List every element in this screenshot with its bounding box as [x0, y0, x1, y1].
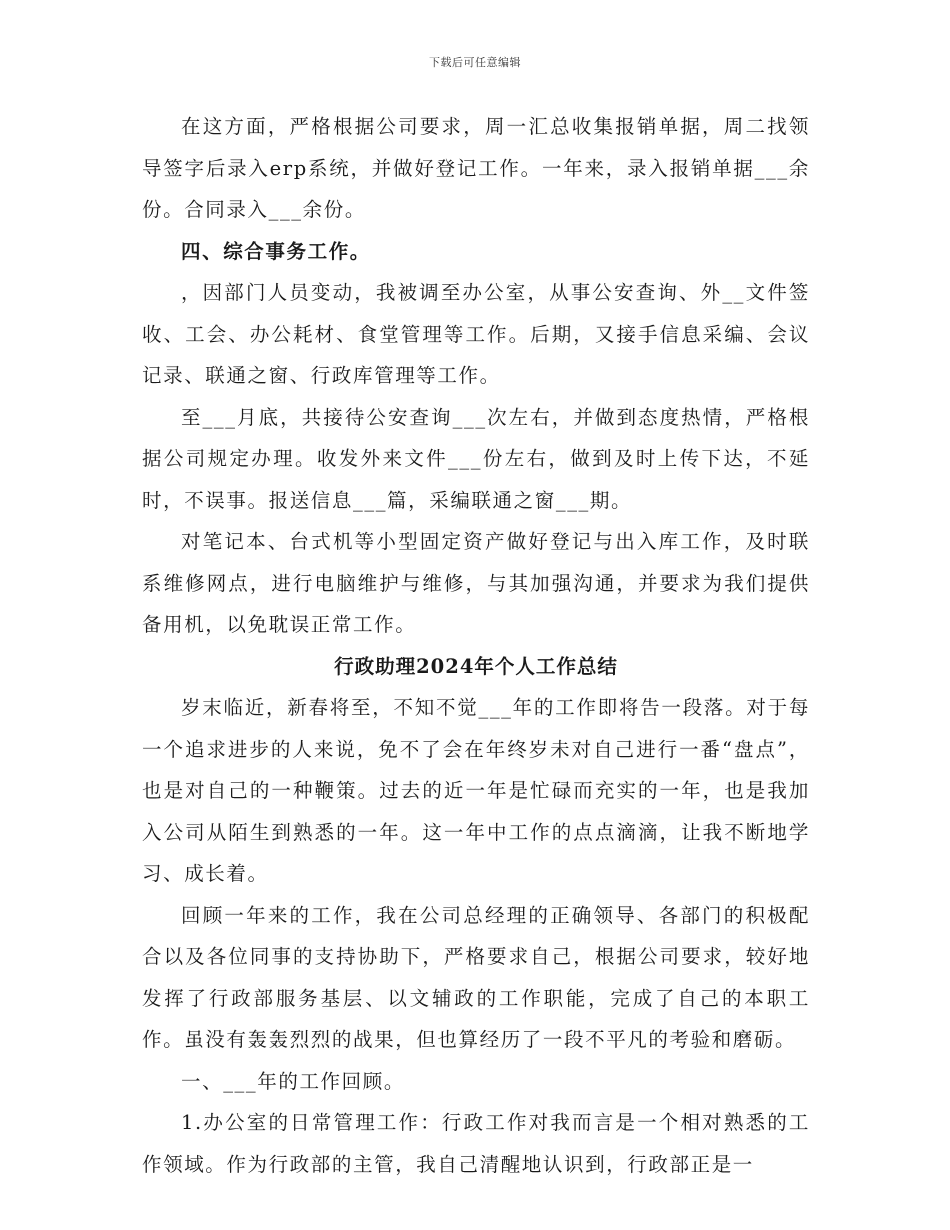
paragraph-main-2: 回顾一年来的工作，我在公司总经理的正确领导、各部门的积极配合以及各位同事的支持协助下，严格要求自己，根据公司要求，较好地发挥了行政部服务基层、以文辅政的工作职能，完成了自己的本职工作。虽没有轰轰烈烈的战果，但也算经历了一段不平凡的考验和磨砺。	[142, 903, 810, 1051]
paragraph-prev-3: 至___月底，共接待公安查询___次左右，并做到态度热情，严格根据公司规定办理。收发外来文件___份左右，做到及时上传下达，不延时，不误事。报送信息___篇，采编联通之窗___期。	[142, 405, 810, 512]
paragraph-main-4: 1.办公室的日常管理工作：行政工作对我而言是一个相对熟悉的工作领域。作为行政部的主管，我自己清醒地认识到，行政部正是一	[142, 1111, 810, 1176]
paragraph-main-1: 岁末临近，新春将至，不知不觉___年的工作即将告一段落。对于每一个追求进步的人来说，免不了会在年终岁未对自己进行一番“盘点”，也是对自己的一种鞭策。过去的近一年是忙碌而充实的一年，也是我加入公司从陌生到熟悉的一年。这一年中工作的点点滴滴，让我不断地学习、成长着。	[142, 696, 810, 885]
paragraph-prev-1: 在这方面，严格根据公司要求，周一汇总收集报销单据，周二找领导签字后录入erp系统，并做好登记工作。一年来，录入报销单据___余份。合同录入___余份。	[142, 115, 810, 221]
paragraph-main-3: 一、___年的工作回顾。	[181, 1069, 405, 1093]
document-body	[142, 106, 810, 1185]
section-heading-4: 四、综合事务工作。	[181, 239, 371, 263]
paragraph-prev-4: 对笔记本、台式机等小型固定资产做好登记与出入库工作，及时联系维修网点，进行电脑维护与维修，与其加强沟通，并要求为我们提供备用机，以免耽误正常工作。	[142, 530, 810, 636]
paragraph-prev-2: ，因部门人员变动，我被调至办公室，从事公安查询、外__文件签收、工会、办公耗材、食堂管理等工作。后期，又接手信息采编、会议记录、联通之窗、行政库管理等工作。	[142, 281, 810, 387]
document-title: 行政助理2024年个人工作总结	[334, 654, 618, 678]
page-header-watermark: 下载后可任意编辑	[429, 56, 521, 69]
